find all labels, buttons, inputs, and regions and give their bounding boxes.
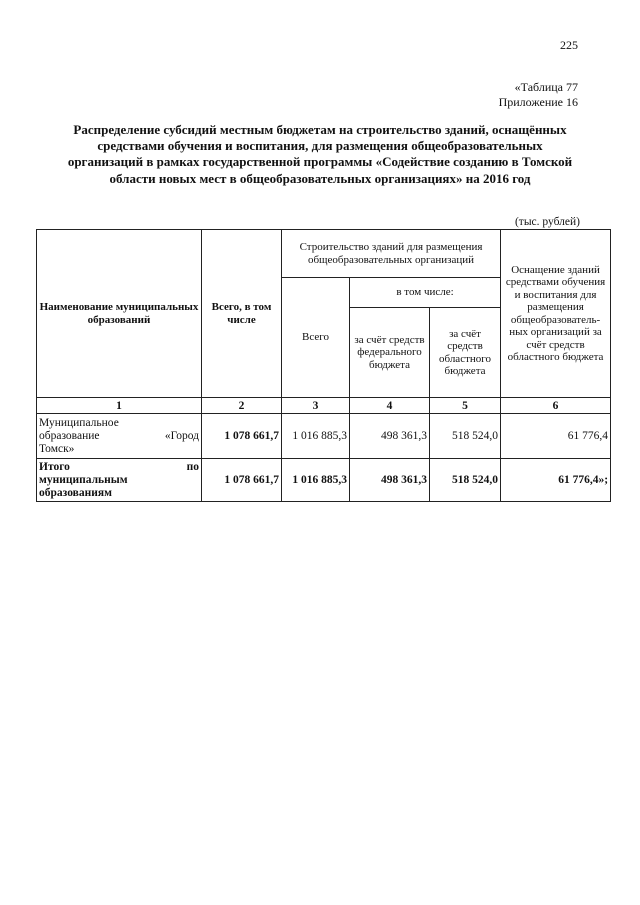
annex-reference (499, 80, 578, 110)
appendix-reference: Приложение 16 (498, 95, 578, 109)
total-construction-all-value: 1 016 885,3 (282, 459, 350, 502)
units-label: (тыс. рублей) (514, 216, 580, 228)
header-total: Всего, в том числе (202, 230, 282, 398)
total-name-line: по (186, 460, 199, 473)
column-number: 5 (430, 398, 501, 414)
name-line: Томск» (39, 442, 75, 455)
name-line: Муниципальное (39, 416, 119, 429)
header-construction: Строительство зданий для размещения общеобразовательных организаций (282, 230, 501, 278)
name-line: «Город (164, 429, 199, 442)
total-name-line: образованиям (39, 486, 112, 499)
name-line: образование (39, 429, 100, 442)
row-construction-all-value: 1 016 885,3 (282, 414, 350, 459)
header-including: в том числе: (350, 278, 501, 308)
total-federal-value: 498 361,3 (350, 459, 430, 502)
total-equipment-value: 61 776,4»; (501, 459, 611, 502)
total-regional-value: 518 524,0 (430, 459, 501, 502)
header-construction-all: Всего (282, 278, 350, 398)
document-title: Распределение субсидий местным бюджетам на строительство зданий, оснащённых средствами обучения и воспитания, для размещения общеобразовательных организаций в рамках государственной программы «Содействие созданию в Томской области новых мест в общеобразовательных организациях» на 2016 год (67, 122, 573, 186)
total-row (37, 459, 611, 502)
page-number: 225 (560, 38, 578, 52)
header-equipment: Оснащение зданий средствами обучения и воспитания для размещения общеобразователь-ных организаций за счёт средств областного бюджета (501, 230, 611, 398)
table-row (37, 414, 611, 459)
header-municipality: Наименование муниципальных образований (37, 230, 202, 398)
total-name-cell (37, 459, 202, 502)
total-name-line: Итого (39, 460, 70, 473)
subsidy-table (36, 229, 611, 502)
row-equipment-value: 61 776,4 (501, 414, 611, 459)
total-name-line: муниципальным (39, 473, 128, 486)
header-regional: за счёт средств областного бюджета (430, 308, 501, 398)
column-numbers-row (37, 398, 611, 414)
column-number: 4 (350, 398, 430, 414)
total-total-value: 1 078 661,7 (202, 459, 282, 502)
header-federal: за счёт средств федерального бюджета (350, 308, 430, 398)
table-reference: «Таблица 77 (514, 80, 578, 94)
row-total-value: 1 078 661,7 (202, 414, 282, 459)
column-number: 3 (282, 398, 350, 414)
column-number: 6 (501, 398, 611, 414)
column-number: 1 (37, 398, 202, 414)
column-number: 2 (202, 398, 282, 414)
row-regional-value: 518 524,0 (430, 414, 501, 459)
row-federal-value: 498 361,3 (350, 414, 430, 459)
municipality-name-cell (37, 414, 202, 459)
